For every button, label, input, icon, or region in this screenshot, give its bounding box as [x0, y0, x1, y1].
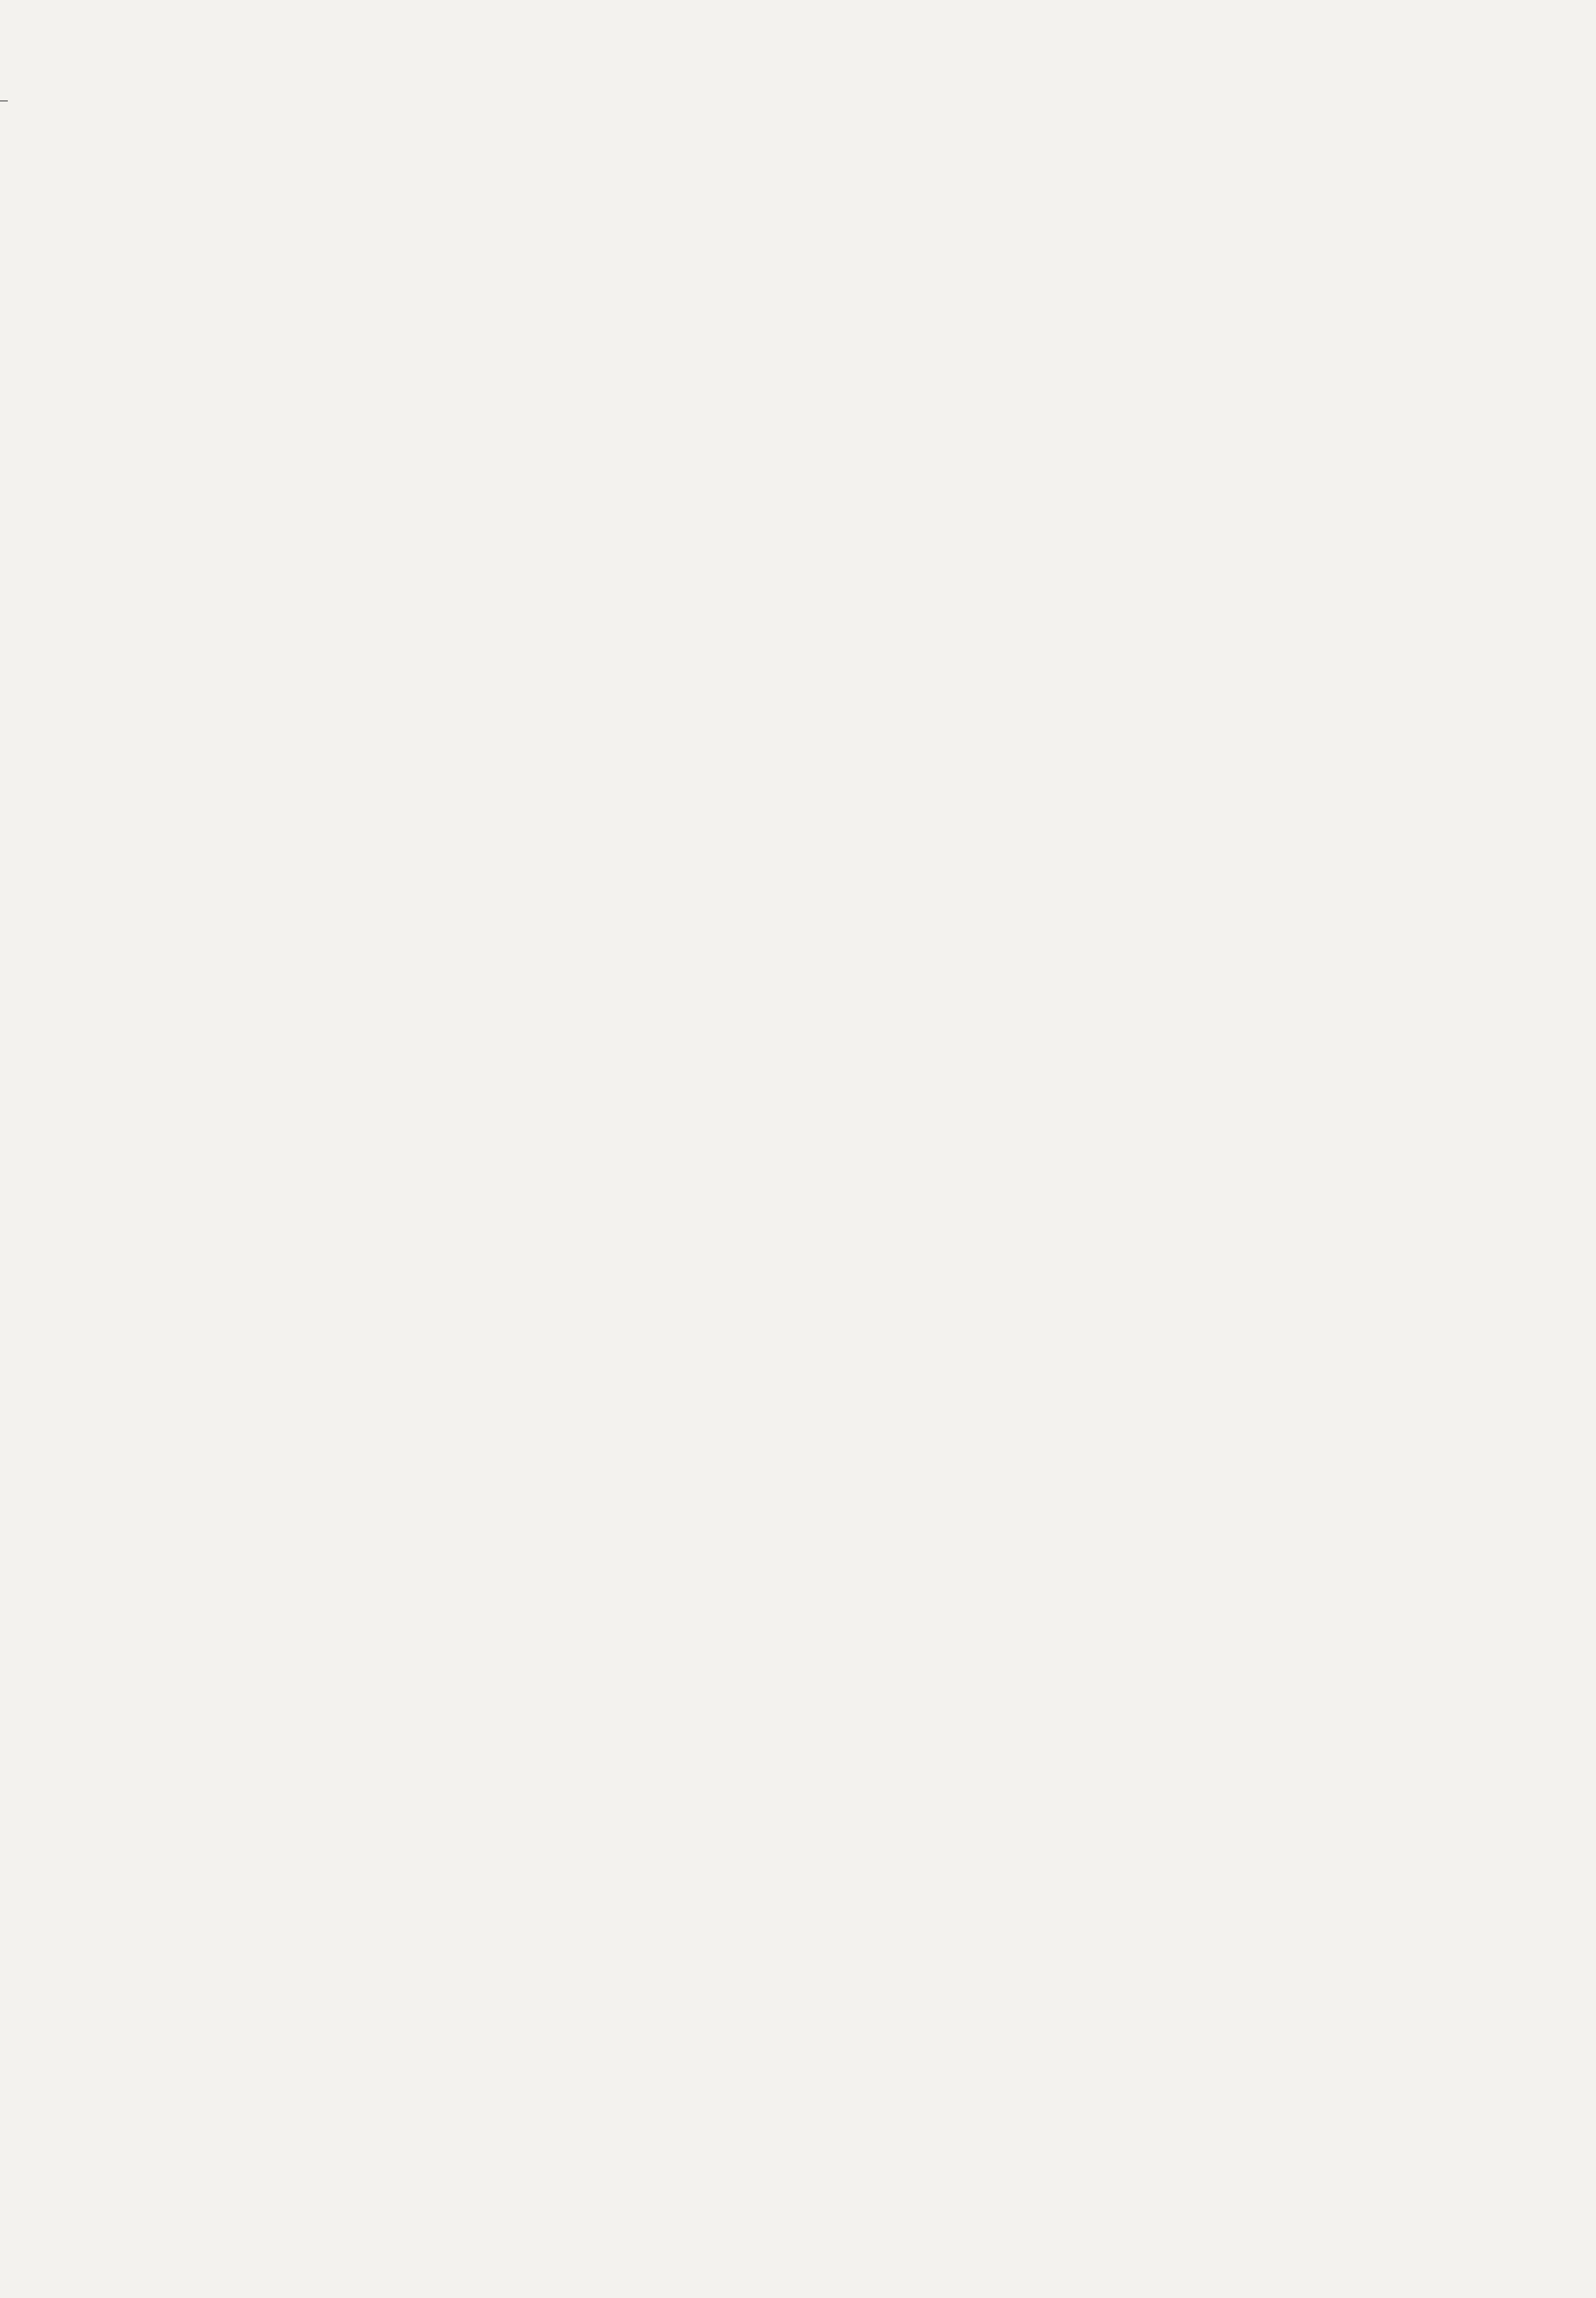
edge-mark: [0, 100, 8, 101]
